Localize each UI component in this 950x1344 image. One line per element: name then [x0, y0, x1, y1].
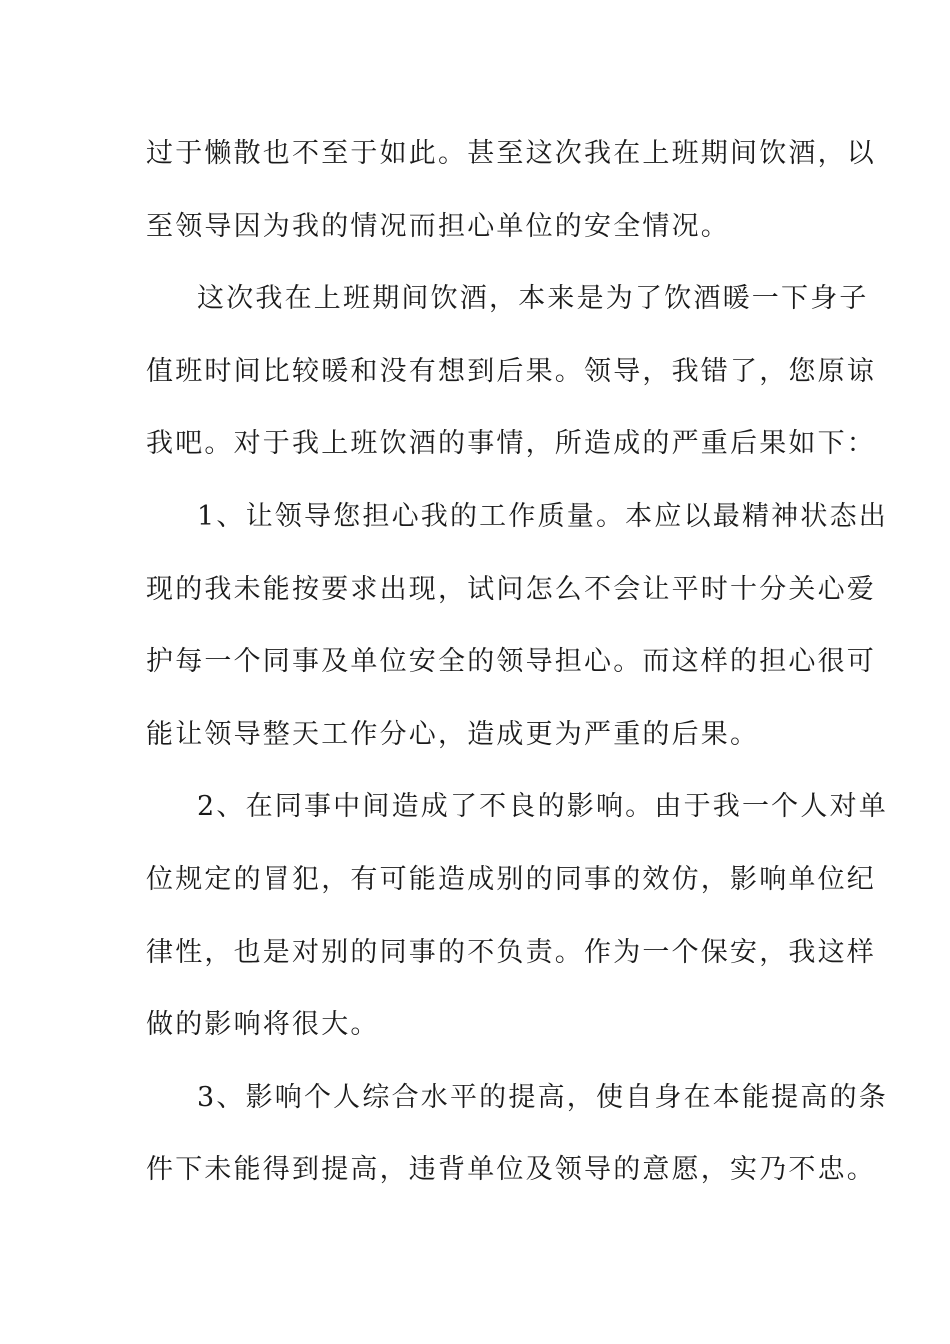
- text-line: 件下未能得到提高，违背单位及领导的意愿，实乃不忠。: [146, 1154, 876, 1185]
- list-item-2-start: 2、在同事中间造成了不良的影响。由于我一个人对单: [197, 791, 888, 822]
- text-line: 做的影响将很大。: [146, 1009, 380, 1040]
- list-item-1-start: 1、让领导您担心我的工作质量。本应以最精神状态出: [197, 501, 888, 532]
- text-line: 过于懒散也不至于如此。甚至这次我在上班期间饮酒，以: [146, 138, 876, 169]
- text-line: 律性，也是对别的同事的不负责。作为一个保安，我这样: [146, 937, 876, 968]
- text-line: 我吧。对于我上班饮酒的事情，所造成的严重后果如下：: [146, 428, 876, 459]
- text-line: 位规定的冒犯，有可能造成别的同事的效仿，影响单位纪: [146, 864, 876, 895]
- paragraph-start-line: 这次我在上班期间饮酒，本来是为了饮酒暖一下身子: [197, 283, 869, 314]
- text-line: 现的我未能按要求出现，试问怎么不会让平时十分关心爱: [146, 574, 876, 605]
- text-line: 至领导因为我的情况而担心单位的安全情况。: [146, 211, 730, 242]
- list-item-3-start: 3、影响个人综合水平的提高，使自身在本能提高的条: [197, 1082, 888, 1113]
- text-line: 护每一个同事及单位安全的领导担心。而这样的担心很可: [146, 646, 876, 677]
- text-line: 能让领导整天工作分心，造成更为严重的后果。: [146, 719, 760, 750]
- text-line: 值班时间比较暖和没有想到后果。领导，我错了，您原谅: [146, 356, 876, 387]
